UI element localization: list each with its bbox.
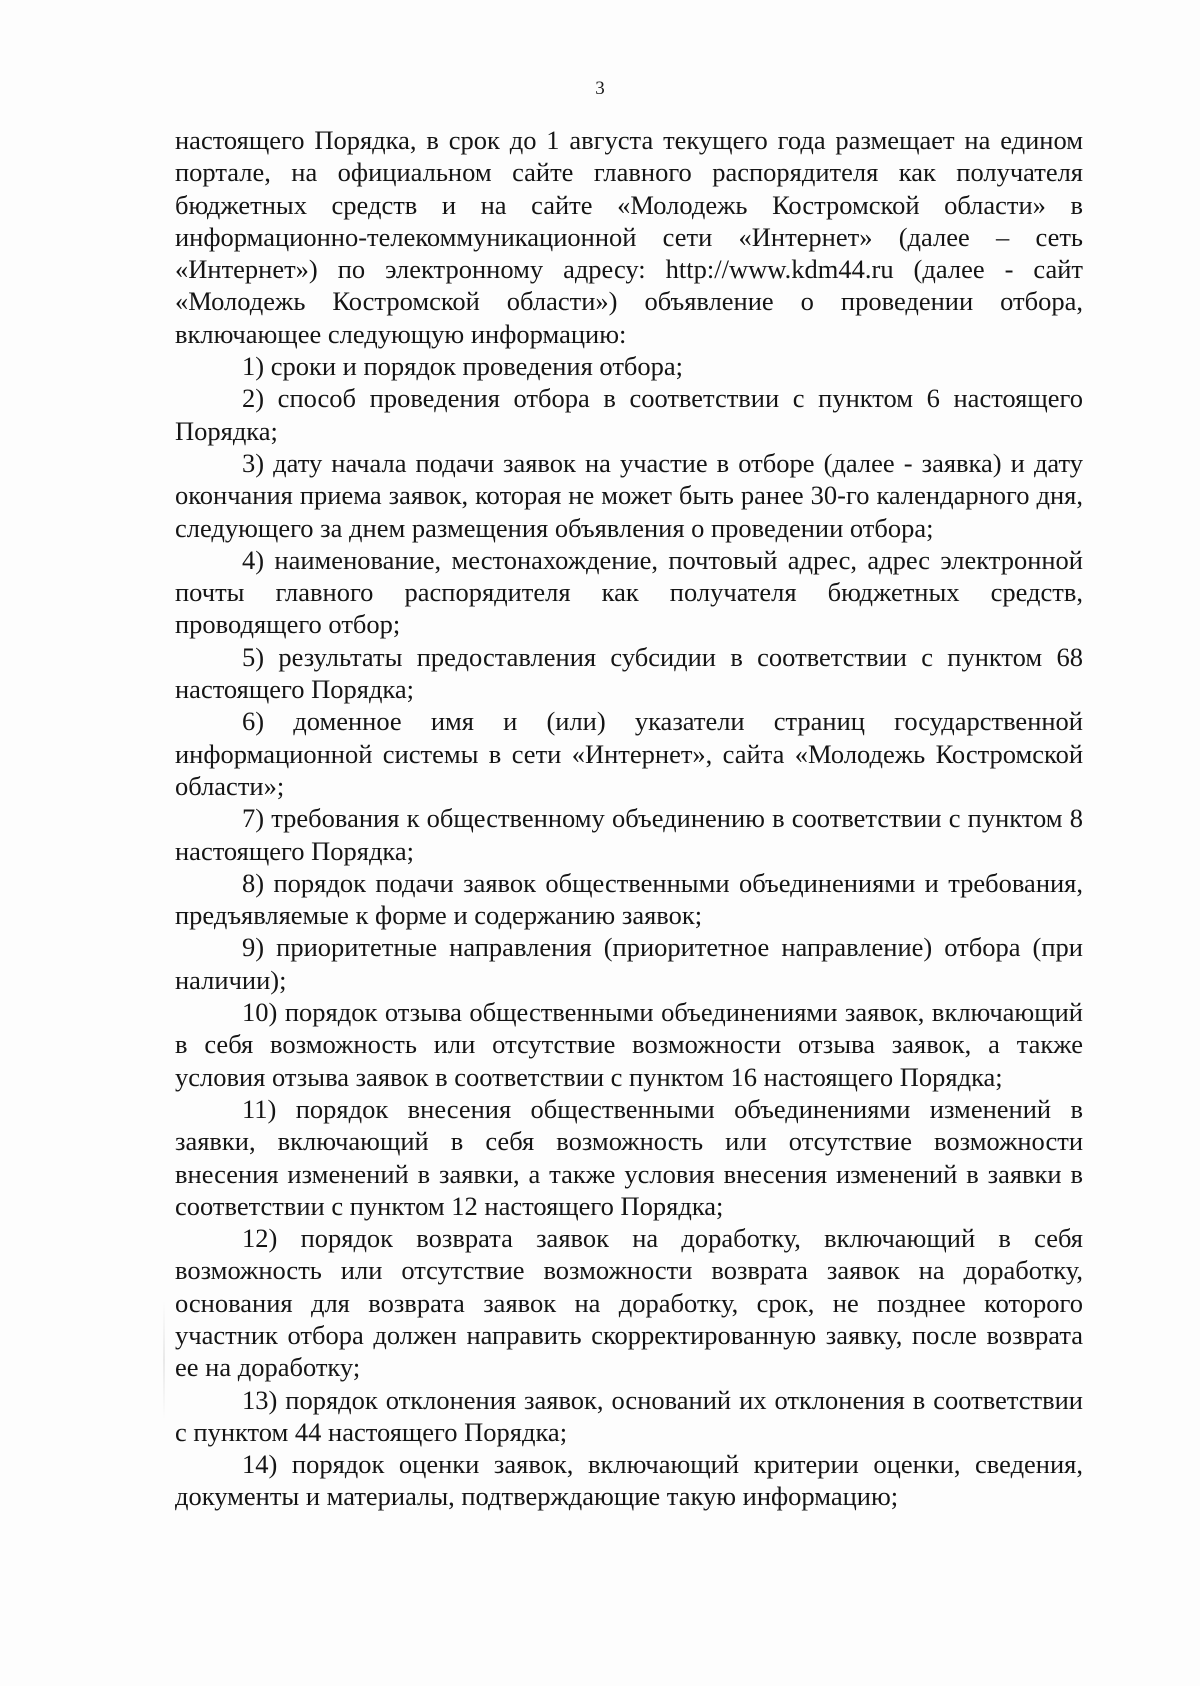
list-item: 6) доменное имя и (или) указатели страниц государственной информационной системы в сети «Интернет», сайта «Молодежь Костромской области»; [175, 706, 1083, 801]
page-number: 3 [595, 78, 605, 99]
list-item: 12) порядок возврата заявок на доработку, включающий в себя возможность или отсутствие возможности возврата заявок на доработку, основания для возврата заявок на доработку, срок, не позднее которого участник отбора должен направить скорректированную заявку, после возврата ее на доработку; [175, 1223, 1083, 1383]
list-item: 10) порядок отзыва общественными объединениями заявок, включающий в себя возможность или отсутствие возможности отзыва заявок, а также условия отзыва заявок в соответствии с пунктом 16 настоящего Порядка; [175, 997, 1083, 1092]
list-item: 13) порядок отклонения заявок, оснований их отклонения в соответствии с пунктом 44 настоящего Порядка; [175, 1384, 1083, 1447]
list-item: 8) порядок подачи заявок общественными объединениями и требования, предъявляемые к форме и содержанию заявок; [175, 867, 1083, 931]
list-item: 11) порядок внесения общественными объединениями изменений в заявки, включающий в себя возможность или отсутствие возможности внесения изменений в заявки, а также условия внесения изменений в заявки в соответствии с пунктом 12 настоящего Порядка; [175, 1093, 1083, 1221]
list-item: 5) результаты предоставления субсидии в соответствии с пунктом 68 настоящего Порядка; [175, 641, 1083, 705]
scan-artifact [163, 1300, 165, 1420]
list-item: 4) наименование, местонахождение, почтовый адрес, адрес электронной почты главного распорядителя как получателя бюджетных средств, проводящего отбор; [175, 544, 1083, 640]
list-item: 1) сроки и порядок проведения отбора; [242, 351, 684, 382]
list-item: 2) способ проведения отбора в соответствии с пунктом 6 настоящего Порядка; [175, 383, 1083, 446]
list-item: 9) приоритетные направления (приоритетное направление) отбора (при наличии); [175, 932, 1083, 995]
list-item: 14) порядок оценки заявок, включающий критерии оценки, сведения, документы и материалы, подтверждающие такую информацию; [175, 1449, 1083, 1512]
document-body [175, 124, 1083, 1513]
list-item: 7) требования к общественному объединению в соответствии с пунктом 8 настоящего Порядка; [175, 803, 1083, 866]
list-item: 3) дату начала подачи заявок на участие в отборе (далее - заявка) и дату окончания приема заявок, которая не может быть ранее 30-го календарного дня, следующего за днем размещения объявления о проведении отбора; [175, 447, 1083, 543]
intro-paragraph: настоящего Порядка, в срок до 1 августа текущего года размещает на едином портале, на официальном сайте главного распорядителя как получателя бюджетных средств и на сайте «Молодежь Костромской области» в информационно-телекоммуникационной сети «Интернет» (далее – сеть «Интернет») по электронному адресу: http://www.kdm44.ru (далее - сайт «Молодежь Костромской области») объявление о проведении отбора, включающее следующую информацию: [175, 125, 1083, 349]
